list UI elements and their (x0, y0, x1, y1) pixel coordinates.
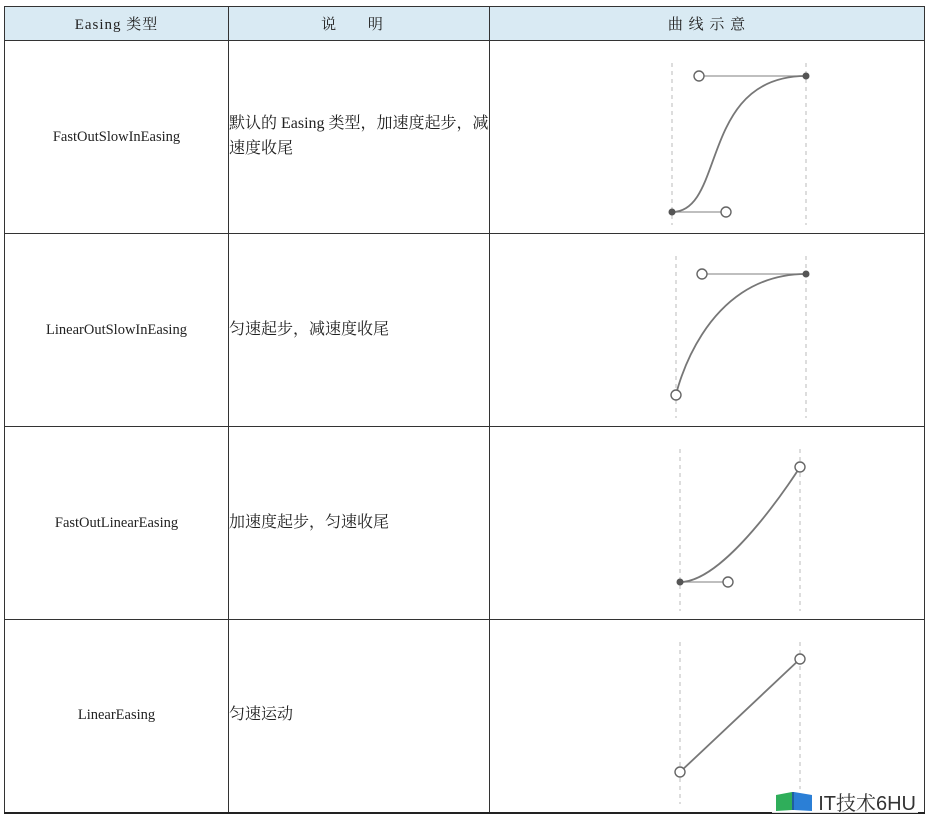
end-point (803, 271, 810, 278)
header-description: 说 明 (229, 7, 490, 41)
table-row (5, 427, 925, 620)
control-point-2 (697, 269, 707, 279)
easing-description: 默认的 Easing 类型，加速度起步，减速度收尾 (229, 41, 490, 234)
header-curve: 曲 线 示 意 (490, 7, 925, 41)
start-point (675, 767, 685, 777)
watermark (772, 789, 918, 813)
table-row (5, 234, 925, 427)
table-header-row (5, 7, 925, 41)
header-easing-type: Easing 类型 (5, 7, 229, 41)
linear-curve-diagram (587, 626, 827, 806)
easing-description: 加速度起步，匀速收尾 (229, 427, 490, 620)
easing-name: LinearOutSlowInEasing (5, 234, 229, 427)
table-row (5, 620, 925, 813)
easing-name: FastOutSlowInEasing (5, 41, 229, 234)
start-point (671, 390, 681, 400)
table-row (5, 41, 925, 234)
book-logo-icon (774, 789, 814, 813)
end-point (795, 654, 805, 664)
linear-out-slow-in-curve-diagram (587, 240, 827, 420)
end-point (803, 73, 810, 80)
start-point (677, 579, 684, 586)
easing-description: 匀速起步，减速度收尾 (229, 234, 490, 427)
watermark-text: IT技术6HU (818, 792, 916, 815)
curve-cell (490, 41, 925, 234)
curve-cell (490, 427, 925, 620)
end-point (795, 462, 805, 472)
easing-name: LinearEasing (5, 620, 229, 813)
curve-cell (490, 620, 925, 813)
easing-description: 匀速运动 (229, 620, 490, 813)
start-point (669, 209, 676, 216)
easing-table (4, 6, 925, 814)
easing-curve (680, 467, 800, 582)
easing-curve (672, 76, 806, 212)
fast-out-slow-in-curve-diagram (587, 47, 827, 227)
easing-name: FastOutLinearEasing (5, 427, 229, 620)
easing-curve (676, 274, 806, 395)
control-point-1 (723, 577, 733, 587)
easing-curve (680, 659, 800, 772)
fast-out-linear-curve-diagram (587, 433, 827, 613)
control-point-2 (694, 71, 704, 81)
curve-cell (490, 234, 925, 427)
easing-table-container (4, 6, 924, 814)
control-point-1 (721, 207, 731, 217)
